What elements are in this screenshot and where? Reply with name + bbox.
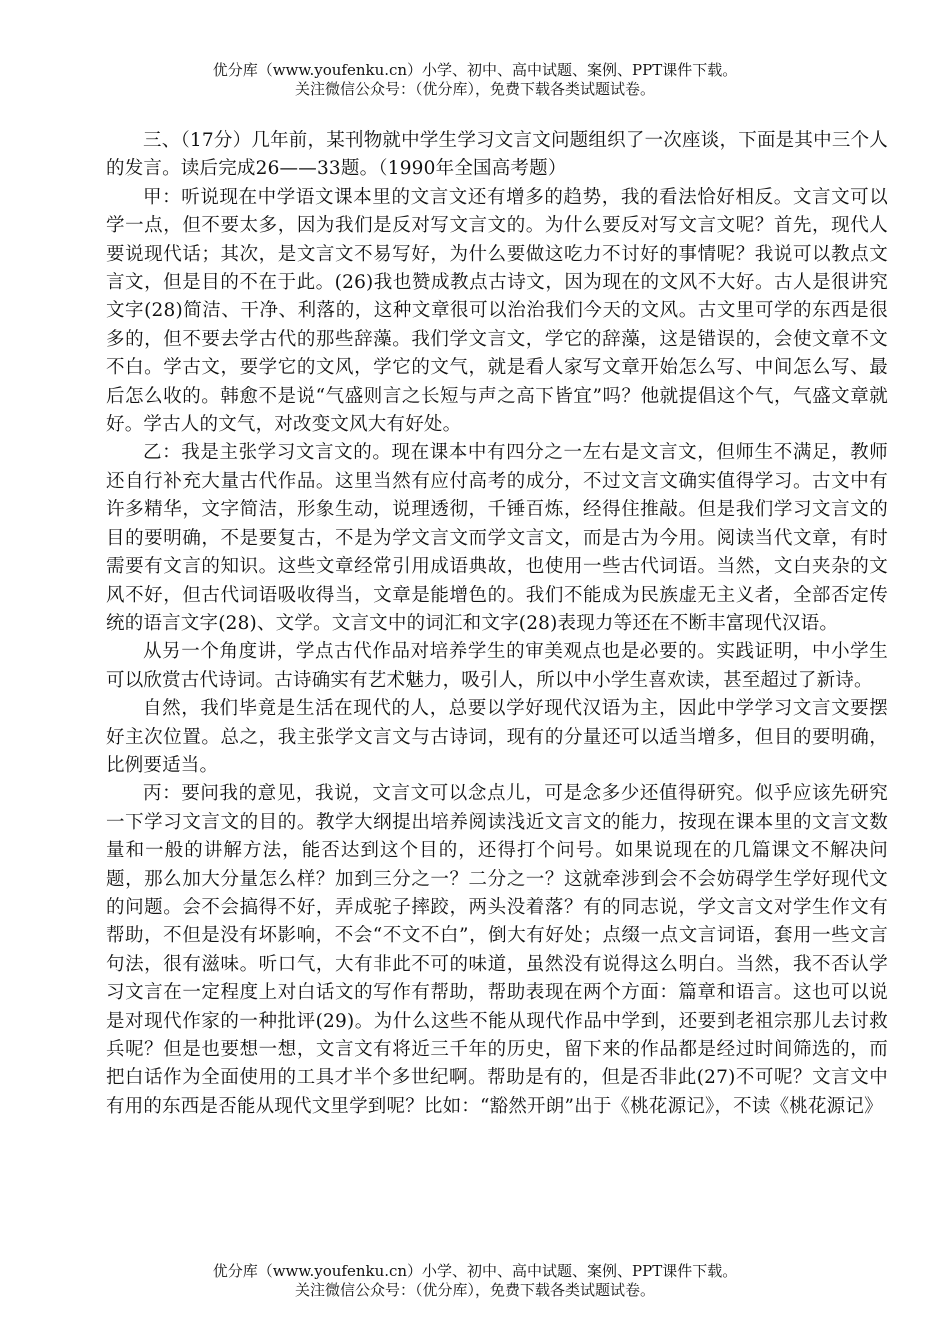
footer-line-1: 优分库（www.youfenku.cn）小学、初中、高中试题、案例、PPT课件下载。 — [212, 1262, 738, 1280]
question-intro-paragraph: 三、（17分）几年前，某刊物就中学生学习文言文问题组织了一次座谈，下面是其中三个人的发言。读后完成26——33题。（1990年全国高考题） — [106, 130, 888, 180]
speaker-jia-paragraph: 甲：听说现在中学语文课本里的文言文还有增多的趋势，我的看法恰好相反。文言文可以学一点，但不要太多，因为我们是反对写文言文的。为什么要反对写文言文呢？首先，现代人要说现代话；其次，是文言文不易写好，为什么要做这吃力不讨好的事情呢？我说可以教点文言文，但是目的不在于此。(26)我也赞成教点古诗文，因为现在的文风不大好。古人是很讲究文字(28)简洁、干净、利落的，这种文章很可以治治我们今天的文风。古文里可学的东西是很多的，但不要去学古代的那些辞藻。我们学文言文，学它的辞藻，这是错误的，会使文章不文不白。学古文，要学它的文风，学它的文气，就是看人家写文章开始怎么写、中间怎么写、最后怎么收的。韩愈不是说“气盛则言之长短与声之高下皆宜”吗？他就提倡这个气，气盛文章就好。学古人的文气，对改变文风大有好处。 — [106, 186, 888, 436]
speaker-yi-paragraph: 乙：我是主张学习文言文的。现在课本中有四分之一左右是文言文，但师生不满足，教师还自行补充大量古代作品。这里当然有应付高考的成分，不过文言文确实值得学习。古文中有许多精华，文字简洁，形象生动，说理透彻，千锤百炼，经得住推敲。但是我们学习文言文的目的要明确，不是要复古，不是为学文言文而学文言文，而是古为今用。阅读当代文章，有时需要有文言的知识。这些文章经常引用成语典故，也使用一些古代词语。当然，文白夹杂的文风不好，但古代词语吸收得当，文章是能增色的。我们不能成为民族虚无主义者，全部否定传统的语言文字(28)、文学。文言文中的词汇和文字(28)表现力等还在不断丰富现代汉语。 — [106, 442, 888, 634]
page-header — [0, 61, 950, 99]
footer-line-2: 关注微信公众号：（优分库），免费下载各类试题试卷。 — [294, 1281, 655, 1299]
header-line-2: 关注微信公众号：（优分库），免费下载各类试题试卷。 — [294, 80, 655, 98]
header-line-1: 优分库（www.youfenku.cn）小学、初中、高中试题、案例、PPT课件下载。 — [212, 61, 738, 79]
speaker-bing-paragraph: 丙：要问我的意见，我说，文言文可以念点儿，可是念多少还值得研究。似乎应该先研究一下学习文言文的目的。教学大纲提出培养阅读浅近文言文的能力，按现在课本里的文言文数量和一般的讲解方法，能否达到这个目的，还得打个问号。如果说现在的几篇课文不解决问题，那么加大分量怎么样？加到三分之一？二分之一？这就牵涉到会不会妨碍学生学好现代文的问题。会不会搞得不好，弄成驼子摔跤，两头没着落？有的同志说，学文言文对学生作文有帮助，不但是没有坏影响，不会“不文不白”，倒大有好处；点缀一点文言词语，套用一些文言句法，很有滋味。听口气，大有非此不可的味道，虽然没有说得这么明白。当然，我不否认学习文言在一定程度上对白话文的写作有帮助，帮助表现在两个方面：篇章和语言。这也可以说是对现代作家的一种批评(29)。为什么这些不能从现代作品中学到，还要到老祖宗那儿去讨救兵呢？但是也要想一想，文言文有将近三千年的历史，留下来的作品都是经过时间筛选的，而把白话作为全面使用的工具才半个多世纪啊。帮助是有的，但是否非此(27)不可呢？文言文中有用的东西是否能从现代文里学到呢？比如：“豁然开朗”出于《桃花源记》，不读《桃花源记》 — [106, 783, 888, 1117]
speaker-yi-paragraph-2: 从另一个角度讲，学点古代作品对培养学生的审美观点也是必要的。实践证明，中小学生可以欣赏古代诗词。古诗确实有艺术魅力，吸引人，所以中小学生喜欢读，甚至超过了新诗。 — [106, 641, 888, 691]
speaker-yi-paragraph-3: 自然，我们毕竟是生活在现代的人，总要以学好现代汉语为主，因此中学学习文言文要摆好主次位置。总之，我主张学文言文与古诗词，现有的分量还可以适当增多，但目的要明确，比例要适当。 — [106, 698, 888, 776]
page-footer — [0, 1262, 950, 1300]
document-body — [106, 127, 888, 1121]
